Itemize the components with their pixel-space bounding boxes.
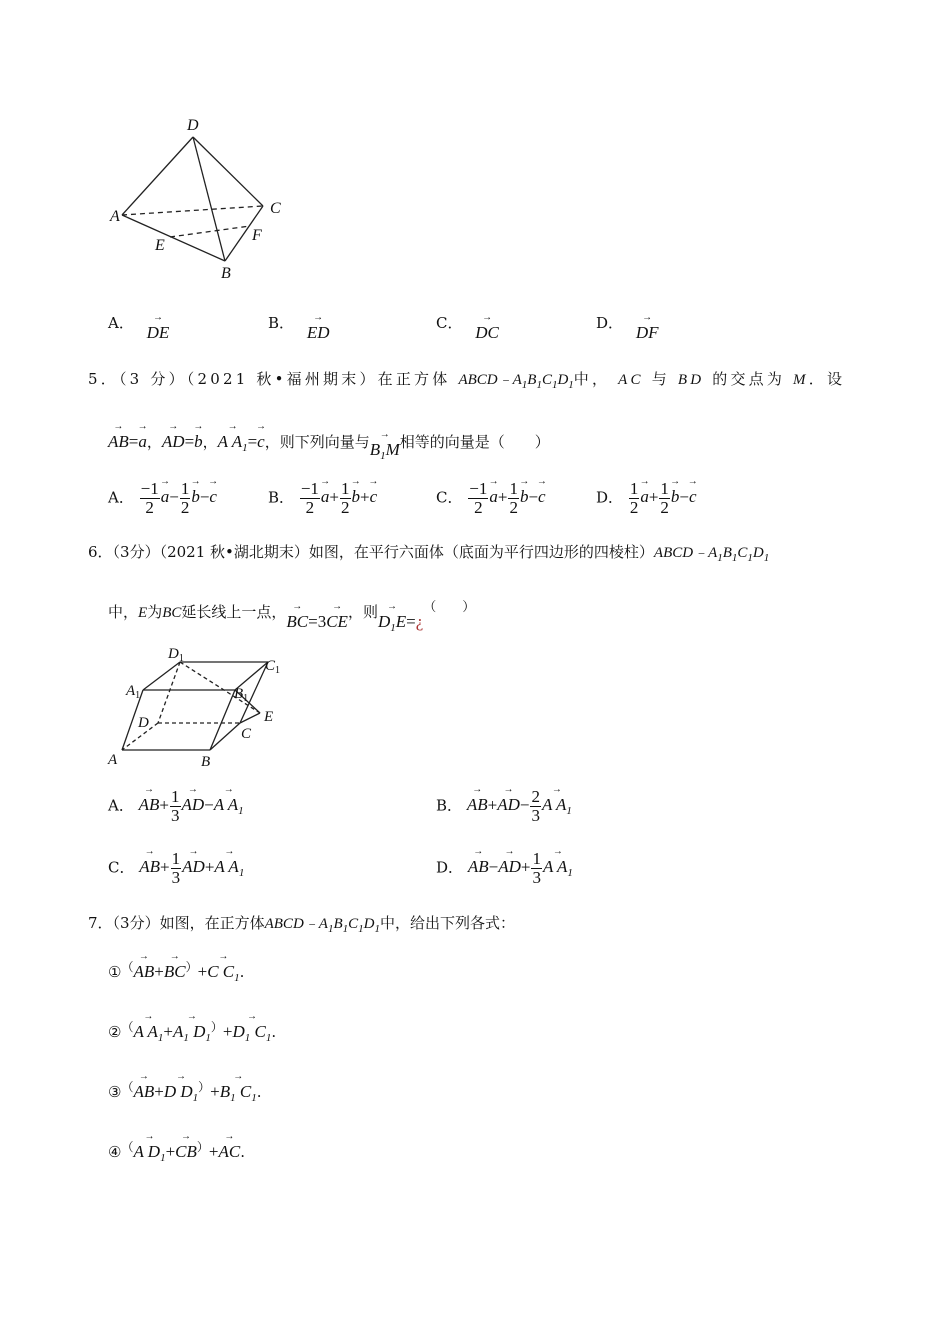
tetrahedron-figure: [100, 110, 300, 285]
q5-option-a[interactable]: A． $\frac{-1}{2}$ → a− $\frac{1}{2}$ → b−→ c: [108, 480, 217, 517]
label-c: C: [270, 200, 281, 217]
segment-ef-hidden: [170, 226, 250, 237]
label-a1: $A_1$: [126, 683, 141, 701]
label-e: E: [264, 709, 274, 725]
label-a: A: [108, 752, 118, 768]
label-b: B: [221, 265, 231, 282]
q7-item-4: ④（→ A $D_1+\to CB^)+\to$ AC.: [108, 1136, 245, 1164]
q6-solid: $ABCD﹣A_1B_1C_1D_1$: [653, 545, 770, 564]
q5-solid: $ABCD﹣A_1B_1C_1D_1$: [458, 372, 574, 391]
q6-stem-line2: 中，E为BC延长线上一点，→ BC=3→ CE，则→ $D_1E=¿$（ ）: [108, 596, 475, 634]
q6-option-b[interactable]: B． → AB+→ AD− $\frac{2}{3}$ → A $A_1$: [436, 788, 572, 825]
q4-option-b[interactable]: B． → ED: [268, 312, 329, 343]
q6-option-c[interactable]: C． → AB+ $\frac{1}{3}$ → AD+→ A $A_1$: [108, 850, 244, 887]
q7-solid: $ABCD﹣A_1B_1C_1D_1$: [264, 916, 380, 935]
label-d: D: [138, 715, 149, 731]
label-b: B: [201, 754, 211, 770]
edge-dc: [193, 137, 263, 206]
q5-option-c[interactable]: C． $\frac{-1}{2}$ → a+ $\frac{1}{2}$ → b−→ c: [436, 480, 546, 517]
q5-option-b[interactable]: B． $\frac{-1}{2}$ → a+ $\frac{1}{2}$ → b+→ c: [268, 480, 377, 517]
q5-option-d[interactable]: D． $\frac{1}{2}$ → a+ $\frac{1}{2}$ → b−→ c: [596, 480, 697, 517]
q4-option-d[interactable]: D． → DF: [596, 312, 658, 343]
q7-stem: 7．（3分）如图，在正方体$ABCD﹣A_1B_1C_1D_1$中，给出下列各式：: [88, 914, 515, 935]
label-a: A: [110, 208, 120, 225]
q5-stem-line1: 5．（3 分）（2021 秋•福州期末）在正方体 $ABCD﹣A_1B_1C_1D_1$中， AC 与 BD 的交点为 M．设: [88, 370, 846, 391]
edge-ab: [122, 215, 225, 261]
edge-db: [193, 137, 225, 261]
label-d: D: [187, 117, 199, 134]
q4-option-a[interactable]: A． → DE: [108, 312, 169, 343]
q6-option-a[interactable]: A． → AB+ $\frac{1}{3}$ → AD−→ A $A_1$: [108, 788, 244, 825]
label-d1: $D_1$: [168, 646, 184, 664]
label-c: C: [241, 726, 252, 742]
q4-option-c[interactable]: C． → DC: [436, 312, 499, 343]
label-e: E: [155, 237, 165, 254]
q6-option-d[interactable]: D． → AB−→ AD+ $\frac{1}{3}$ → A $A_1$: [436, 850, 573, 887]
q7-item-3: ③（→ AB+→ D $D_1^)+\to B_1$ $C_1$.: [108, 1076, 262, 1104]
q7-item-2: ②（→ A $A_1+\to A_1$ $D_1^)+\to D_1$ $C_1$.: [108, 1016, 276, 1044]
edge-da: [122, 137, 193, 215]
label-c1: $C_1$: [265, 658, 281, 676]
label-f: F: [252, 227, 262, 244]
q6-stem-line1: 6．（3分）（2021 秋•湖北期末）如图，在平行六面体（底面为平行四边形的四棱柱）$ABCD﹣A_1B_1C_1D_1$: [88, 543, 770, 564]
q5-stem-line2: → AB=→ a，→ AD=→ b，→ A $A_1=\to c$，则下列向量与→ $B_1M$相等的向量是（ ）: [108, 426, 550, 462]
edge-ac-hidden: [122, 206, 263, 215]
label-b1: $B_1$: [234, 686, 249, 704]
parallelepiped-figure: [100, 640, 300, 775]
q7-item-1: ①（→ AB+→ BC）+→ C $C_1$.: [108, 956, 244, 984]
